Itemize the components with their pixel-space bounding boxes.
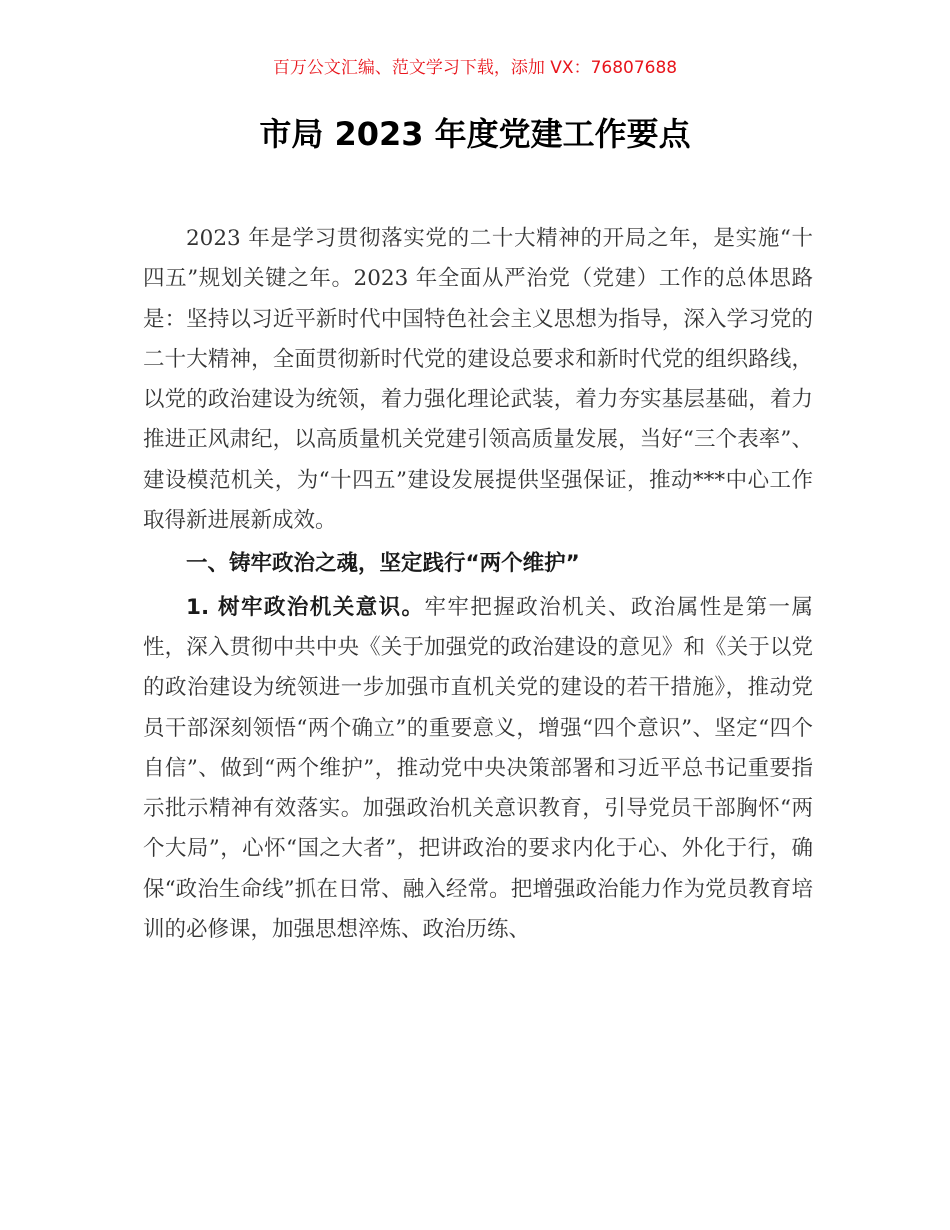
document-title: 市局 2023 年度党建工作要点	[259, 115, 691, 153]
item-lead: 1. 树牢政治机关意识。	[186, 594, 425, 620]
promo-banner: 百万公文汇编、范文学习下载，添加 VX：76807688	[272, 58, 678, 78]
item-paragraph	[143, 588, 813, 951]
item-text: 牢牢把握政治机关、政治属性是第一属性，深入贯彻中共中央《关于加强党的政治建设的意见》和《关于以党的政治建设为统领进一步加强市直机关党的建设的若干措施》，推动党员干部深刻领悟“两个确立”的重要意义，增强“四个意识”、坚定“四个自信”、做到“两个维护”，推动党中央决策部署和习近平总书记重要指示批示精神有效落实。加强政治机关意识教育，引导党员干部胸怀“两个大局”，心怀“国之大者”，把讲政治的要求内化于心、外化于行，确保“政治生命线”抓在日常、融入经常。把增强政治能力作为党员教育培训的必修课，加强思想淬炼、政治历练、	[143, 594, 813, 943]
section-heading: 一、铸牢政治之魂，坚定践行“两个维护”	[186, 551, 580, 577]
document-body	[143, 219, 813, 950]
intro-paragraph: 2023 年是学习贯彻落实党的二十大精神的开局之年，是实施“十四五”规划关键之年。2023 年全面从严治党（党建）工作的总体思路是：坚持以习近平新时代中国特色社会主义思想为指导，深入学习党的二十大精神，全面贯彻新时代党的建设总要求和新时代党的组织路线，以党的政治建设为统领，着力强化理论武装，着力夯实基层基础，着力推进正风肃纪，以高质量机关党建引领高质量发展，当好“三个表率”、建设模范机关，为“十四五”建设发展提供坚强保证，推动***中心工作取得新进展新成效。	[143, 226, 813, 534]
